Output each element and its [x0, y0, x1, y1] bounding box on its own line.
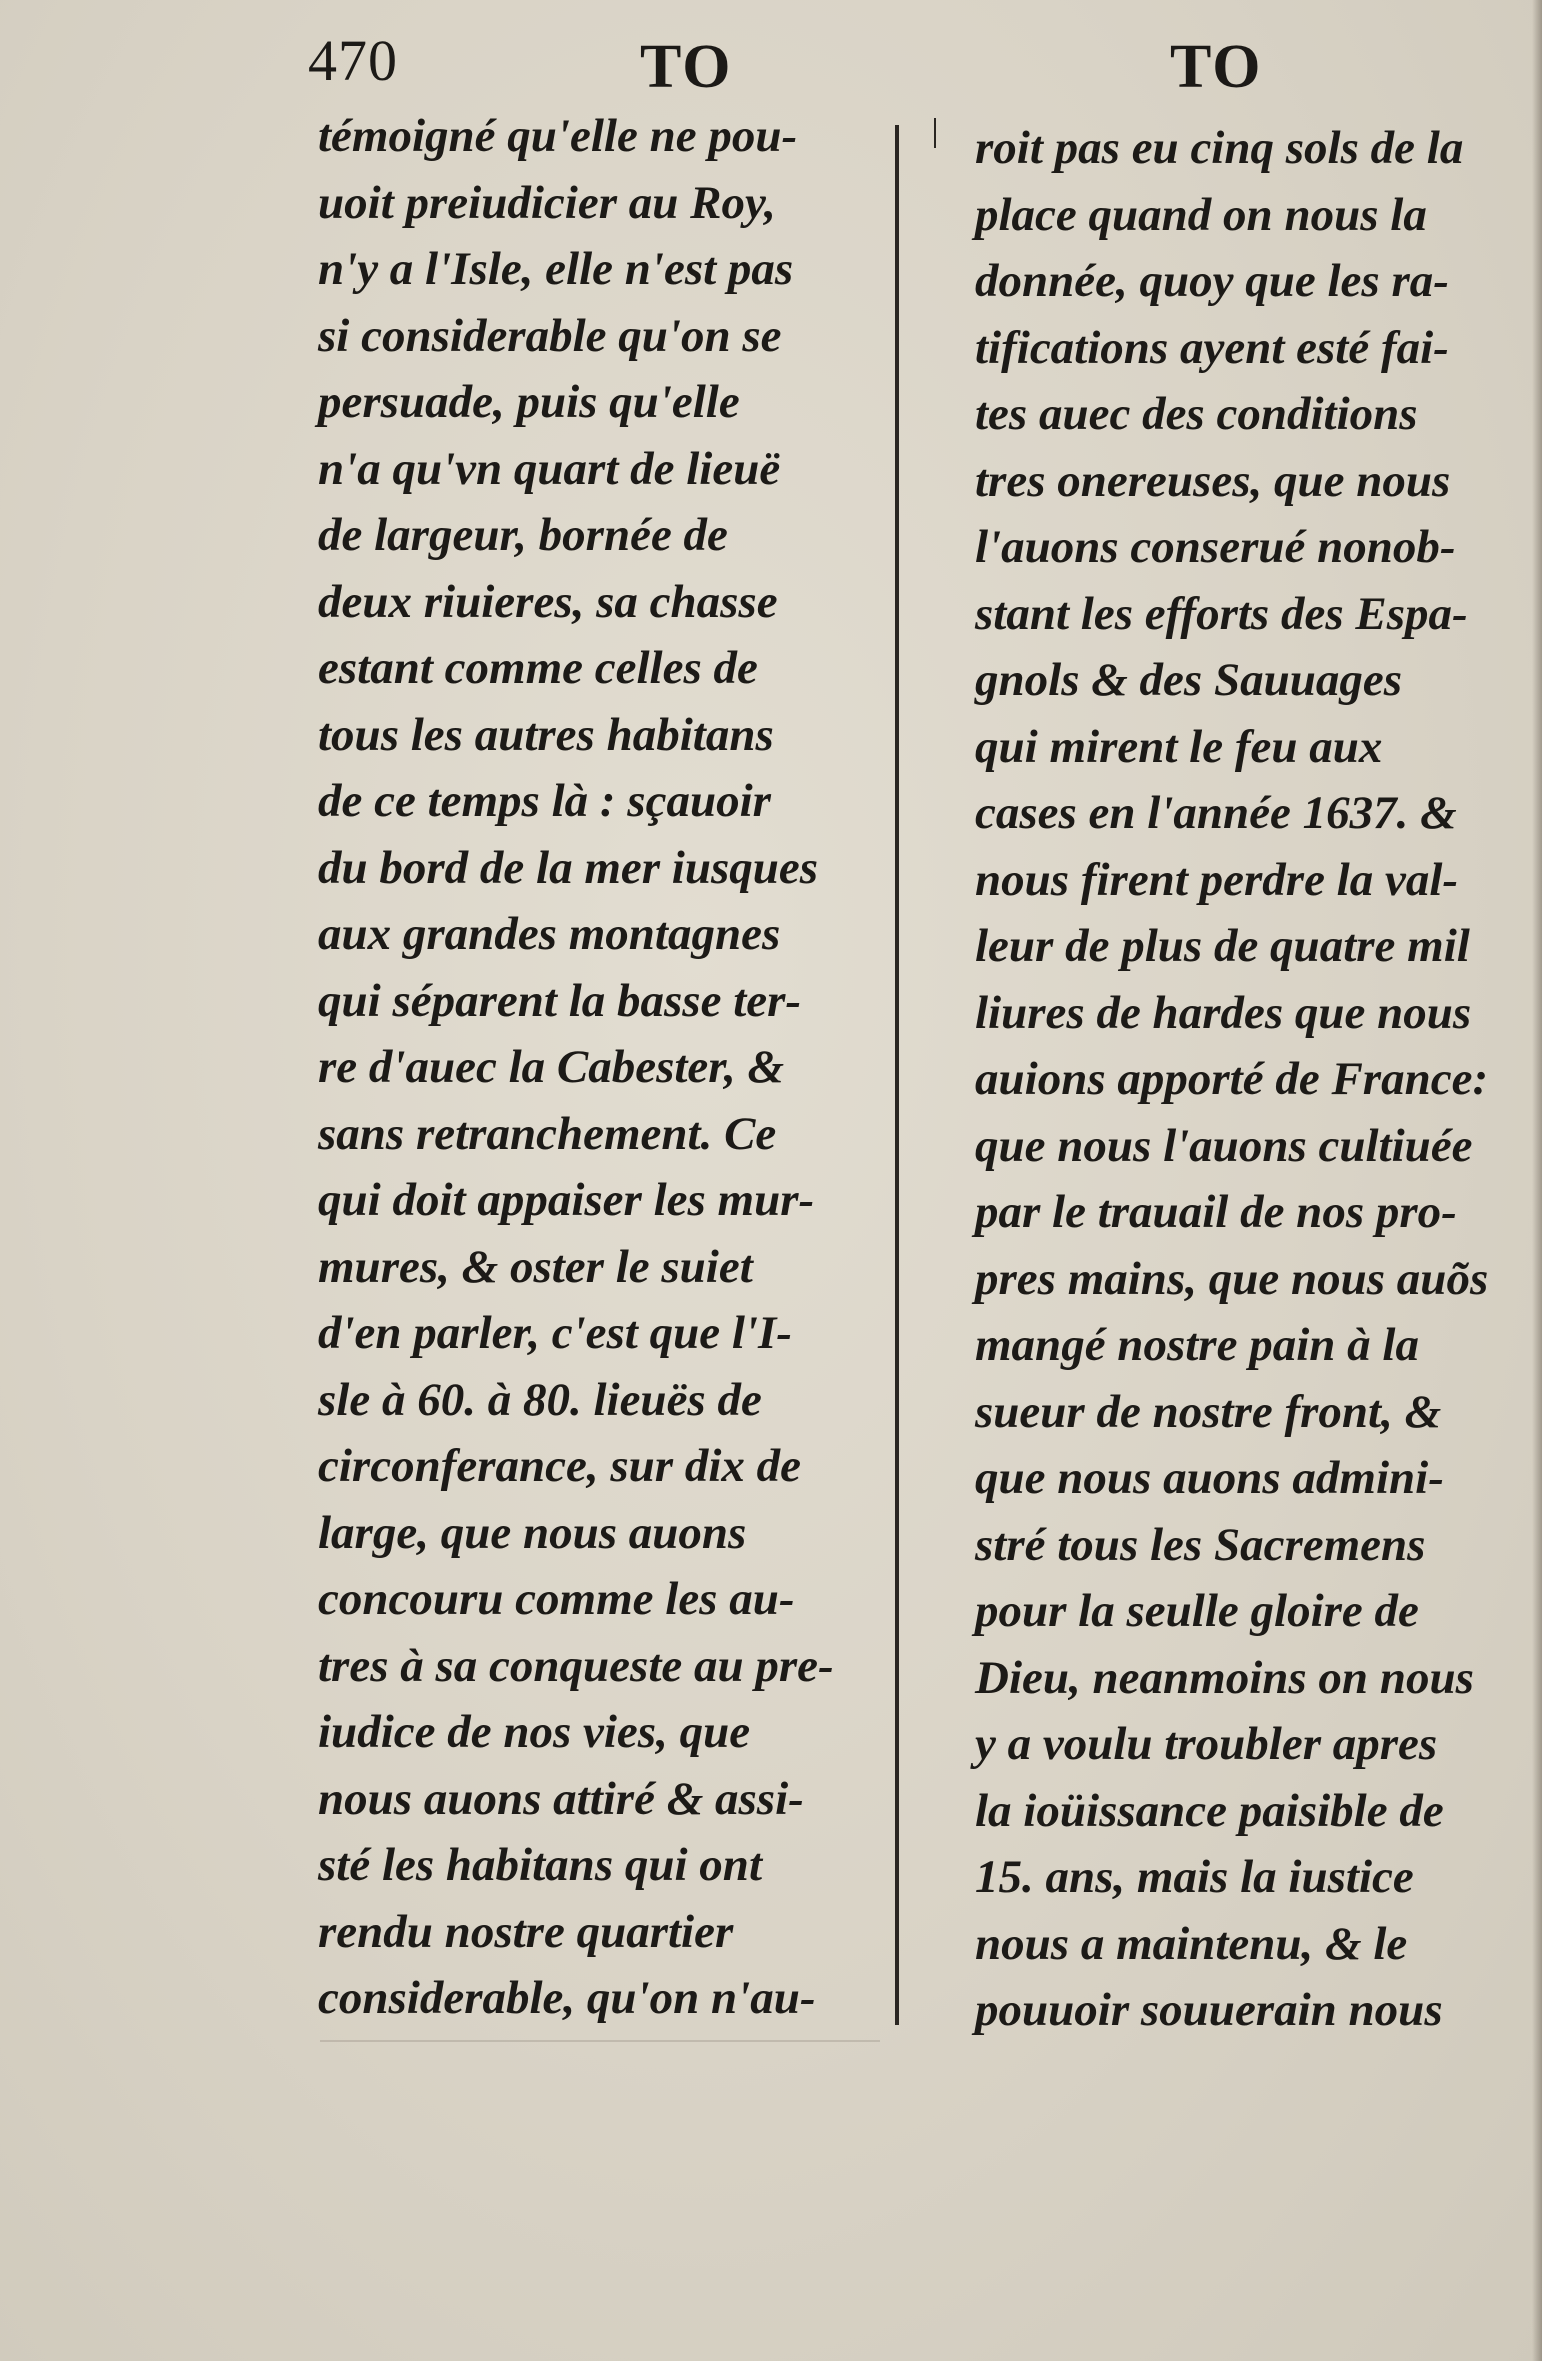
text-line: re d'auec la Cabester, & [318, 1041, 785, 1093]
text-line: de largeur, bornée de [318, 509, 728, 561]
page-number: 470 [308, 28, 398, 93]
text-line: estant comme celles de [318, 642, 758, 694]
text-line: Dieu, neanmoins on nous [975, 1651, 1474, 1704]
text-line: tifications ayent esté fai- [975, 321, 1449, 374]
text-line: deux riuieres, sa chasse [318, 575, 778, 628]
text-line: nous a maintenu, & le [975, 1917, 1408, 1970]
text-line: stré tous les Sacremens [975, 1518, 1426, 1571]
text-line: si considerable qu'on se [318, 309, 782, 362]
text-line: persuade, puis qu'elle [318, 376, 740, 428]
text-line: iudice de nos vies, que [318, 1706, 751, 1758]
text-line: pres mains, que nous auõs [975, 1252, 1489, 1305]
text-line: mangé nostre pain à la [975, 1319, 1419, 1371]
text-line: roit pas eu cinq sols de la [975, 122, 1464, 174]
running-head-right: TO [1170, 33, 1263, 101]
text-line: auions apporté de France: [975, 1053, 1489, 1105]
text-line: qui mirent le feu aux [975, 720, 1383, 773]
text-line: place quand on nous la [975, 188, 1427, 241]
text-line: qui séparent la basse ter- [318, 974, 802, 1027]
text-line: nous firent perdre la val- [975, 853, 1459, 906]
column-divider-mark [934, 118, 936, 148]
text-line: d'en parler, c'est que l'I- [318, 1307, 792, 1359]
text-line: du bord de la mer iusques [318, 841, 819, 894]
text-line: l'auons conserué nonob- [975, 521, 1456, 573]
text-line: sans retranchement. Ce [318, 1107, 777, 1160]
text-line: rendu nostre quartier [318, 1905, 734, 1958]
text-line: mures, & oster le suiet [318, 1240, 753, 1293]
text-line: gnols & des Sauuages [975, 654, 1403, 706]
text-line: 15. ans, mais la iustice [975, 1851, 1414, 1903]
text-line: de ce temps là : sçauoir [318, 775, 771, 827]
text-line: tres à sa conqueste au pre- [318, 1639, 834, 1692]
text-line: considerable, qu'on n'au- [318, 1972, 816, 2024]
text-line: sté les habitans qui ont [318, 1839, 762, 1891]
print-bleed-mark [320, 2040, 880, 2042]
text-line: pour la seulle gloire de [975, 1585, 1419, 1637]
text-line: par le trauail de nos pro- [975, 1186, 1457, 1238]
text-line: tres onereuses, que nous [975, 454, 1451, 507]
text-line: uoit preiudicier au Roy, [318, 176, 776, 229]
text-line: tes auec des conditions [975, 388, 1418, 440]
text-line: y a voulu troubler apres [975, 1718, 1438, 1770]
text-line: pouuoir souuerain nous [975, 1984, 1443, 2036]
text-line: donnée, quoy que les ra- [975, 255, 1449, 307]
text-line: que nous l'auons cultiuée [975, 1119, 1473, 1172]
text-line: n'y a l'Isle, elle n'est pas [318, 243, 794, 295]
text-line: leur de plus de quatre mil [975, 920, 1470, 972]
text-line: la ioüissance paisible de [975, 1784, 1444, 1837]
text-line: cases en l'année 1637. & [975, 787, 1457, 839]
text-column-left [318, 103, 878, 2032]
text-line: stant les efforts des Espa- [975, 587, 1468, 640]
text-line: sle à 60. à 80. lieuës de [318, 1373, 762, 1426]
text-line: large, que nous auons [318, 1506, 747, 1559]
binding-shadow [1532, 0, 1542, 2361]
text-line: concouru comme les au- [318, 1573, 795, 1625]
text-line: tous les autres habitans [318, 708, 774, 761]
text-line: que nous auons admini- [975, 1452, 1444, 1504]
text-line: liures de hardes que nous [975, 986, 1472, 1039]
text-line: n'a qu'vn quart de lieuë [318, 442, 781, 495]
text-line: témoigné qu'elle ne pou- [318, 110, 798, 162]
running-head-left: TO [640, 33, 733, 101]
text-line: qui doit appaiser les mur- [318, 1174, 815, 1226]
text-column-right [975, 115, 1515, 2044]
column-divider [895, 125, 899, 2025]
text-line: aux grandes montagnes [318, 908, 781, 960]
text-line: sueur de nostre front, & [975, 1385, 1442, 1438]
text-line: nous auons attiré & assi- [318, 1772, 804, 1825]
text-line: circonferance, sur dix de [318, 1440, 802, 1492]
